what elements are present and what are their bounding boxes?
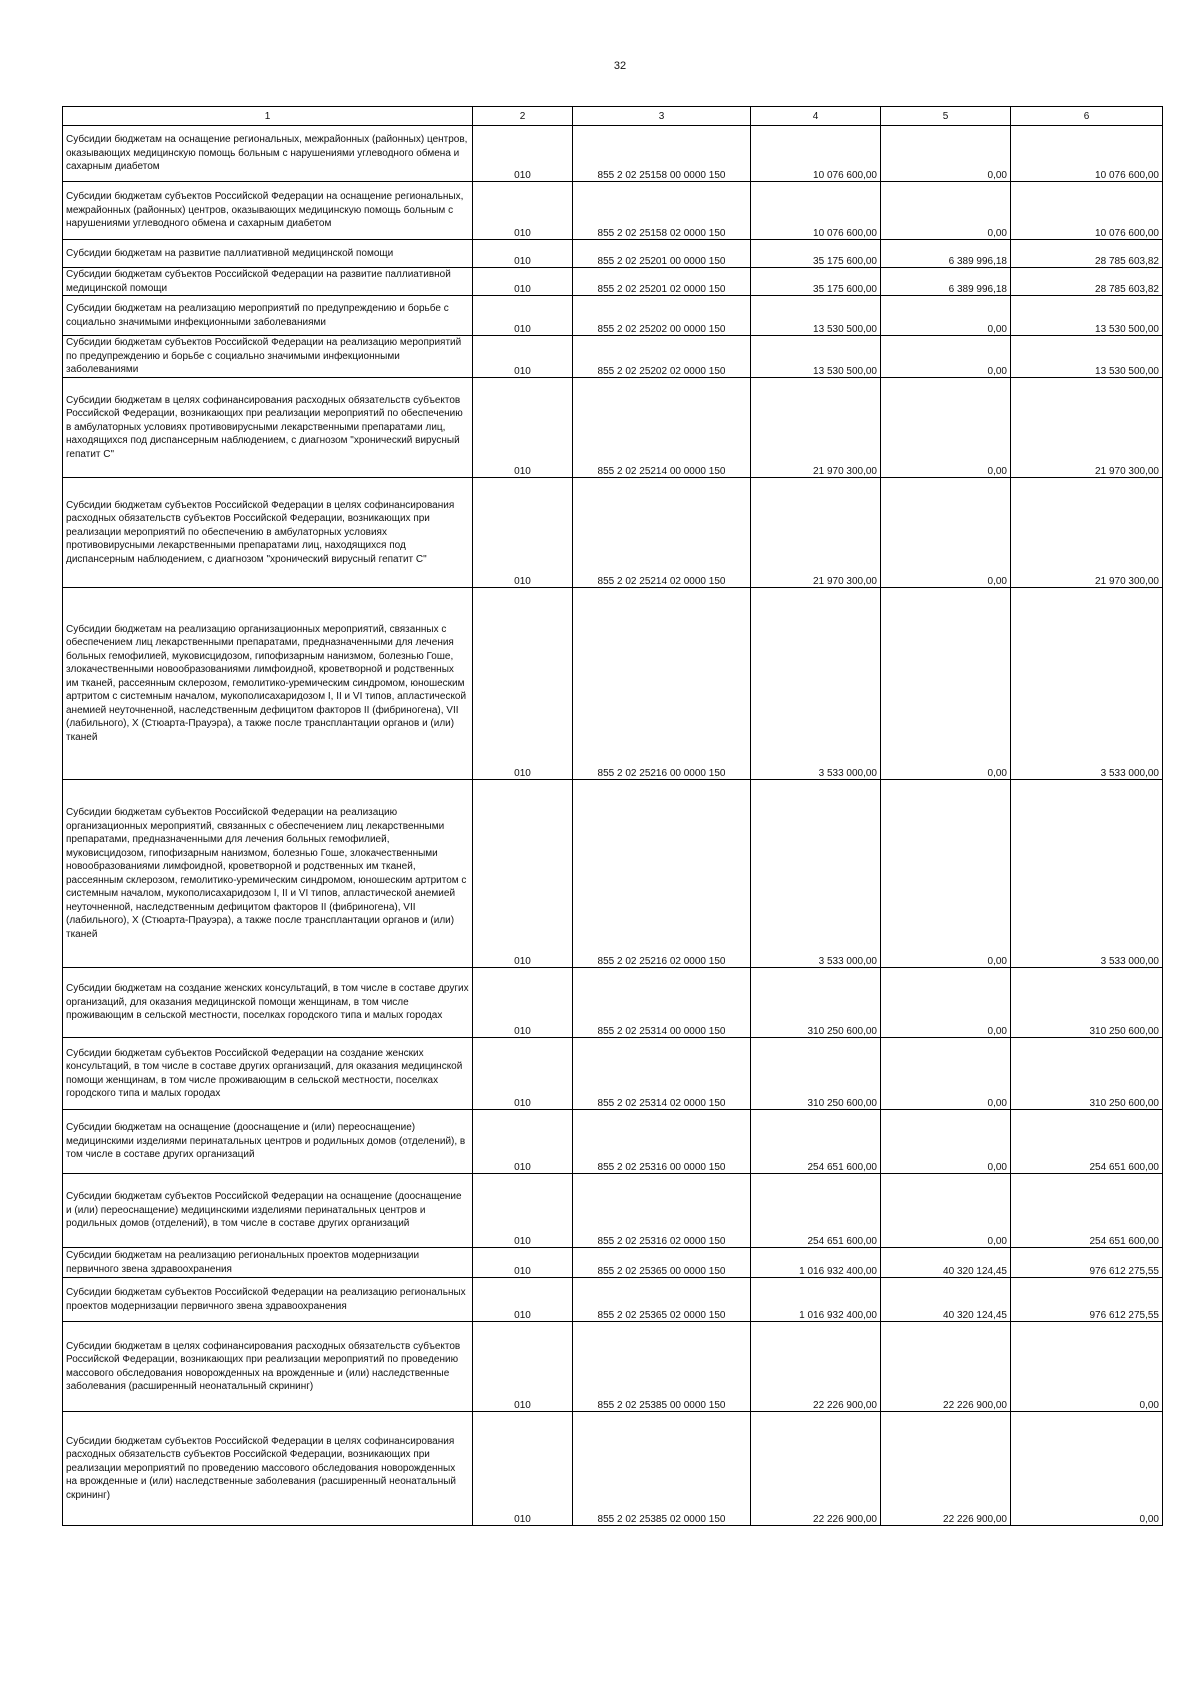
table-row [63, 1278, 1163, 1322]
col-header-4: 4 [751, 107, 881, 126]
row-budget-code: 855 2 02 25316 02 0000 150 [573, 1174, 751, 1248]
row-line-code: 010 [473, 1248, 573, 1278]
row-description: Субсидии бюджетам на оснащение (дооснащение и (или) переоснащение) медицинскими изделиями перинатальных центров и родильных домов (отделений), в том числе в составе других организаций [63, 1110, 473, 1174]
row-description: Субсидии бюджетам на создание женских консультаций, в том числе в составе других организаций, для оказания медицинской помощи женщинам, в том числе проживающим в сельской местности, поселках городского типа и малых городах [63, 968, 473, 1038]
row-unexecuted-amount: 3 533 000,00 [1011, 588, 1163, 780]
row-unexecuted-amount: 28 785 603,82 [1011, 268, 1163, 296]
row-budget-code: 855 2 02 25202 00 0000 150 [573, 296, 751, 336]
row-unexecuted-amount: 0,00 [1011, 1412, 1163, 1526]
row-description: Субсидии бюджетам субъектов Российской Федерации на оснащение (дооснащение и (или) переоснащение) медицинскими изделиями перинатальных центров и родильных домов (отделений), в том числе в составе других организаций [63, 1174, 473, 1248]
row-executed-amount: 0,00 [881, 780, 1011, 968]
row-budget-code: 855 2 02 25216 00 0000 150 [573, 588, 751, 780]
row-description: Субсидии бюджетам на развитие паллиативной медицинской помощи [63, 240, 473, 268]
row-executed-amount: 0,00 [881, 1174, 1011, 1248]
row-executed-amount: 0,00 [881, 588, 1011, 780]
row-executed-amount: 0,00 [881, 478, 1011, 588]
row-budget-code: 855 2 02 25385 02 0000 150 [573, 1412, 751, 1526]
table-row [63, 1322, 1163, 1412]
row-line-code: 010 [473, 268, 573, 296]
row-approved-amount: 13 530 500,00 [751, 336, 881, 378]
row-line-code: 010 [473, 1110, 573, 1174]
row-executed-amount: 6 389 996,18 [881, 268, 1011, 296]
row-unexecuted-amount: 254 651 600,00 [1011, 1110, 1163, 1174]
row-executed-amount: 40 320 124,45 [881, 1248, 1011, 1278]
table-row [63, 182, 1163, 240]
row-unexecuted-amount: 976 612 275,55 [1011, 1278, 1163, 1322]
row-line-code: 010 [473, 1174, 573, 1248]
row-line-code: 010 [473, 1412, 573, 1526]
row-unexecuted-amount: 254 651 600,00 [1011, 1174, 1163, 1248]
row-approved-amount: 1 016 932 400,00 [751, 1278, 881, 1322]
row-budget-code: 855 2 02 25202 02 0000 150 [573, 336, 751, 378]
row-line-code: 010 [473, 296, 573, 336]
row-unexecuted-amount: 13 530 500,00 [1011, 336, 1163, 378]
row-line-code: 010 [473, 182, 573, 240]
row-approved-amount: 10 076 600,00 [751, 126, 881, 182]
row-executed-amount: 0,00 [881, 182, 1011, 240]
table-row [63, 378, 1163, 478]
row-description: Субсидии бюджетам субъектов Российской Федерации на реализацию региональных проектов модернизации первичного звена здравоохранения [63, 1278, 473, 1322]
row-line-code: 010 [473, 1278, 573, 1322]
row-unexecuted-amount: 3 533 000,00 [1011, 780, 1163, 968]
row-budget-code: 855 2 02 25365 00 0000 150 [573, 1248, 751, 1278]
row-budget-code: 855 2 02 25158 02 0000 150 [573, 182, 751, 240]
row-unexecuted-amount: 13 530 500,00 [1011, 296, 1163, 336]
table-row [63, 588, 1163, 780]
row-approved-amount: 310 250 600,00 [751, 968, 881, 1038]
row-budget-code: 855 2 02 25158 00 0000 150 [573, 126, 751, 182]
row-description: Субсидии бюджетам в целях софинансирования расходных обязательств субъектов Российской Федерации, возникающих при реализации мероприятий по проведению массового обследования новорожденных на врожденные и (или) наследственные заболевания (расширенный неонатальный скрининг) [63, 1322, 473, 1412]
row-approved-amount: 1 016 932 400,00 [751, 1248, 881, 1278]
table-row [63, 1174, 1163, 1248]
row-executed-amount: 0,00 [881, 296, 1011, 336]
table-row [63, 1412, 1163, 1526]
row-unexecuted-amount: 28 785 603,82 [1011, 240, 1163, 268]
row-unexecuted-amount: 976 612 275,55 [1011, 1248, 1163, 1278]
table-row [63, 268, 1163, 296]
col-header-1: 1 [63, 107, 473, 126]
row-budget-code: 855 2 02 25201 02 0000 150 [573, 268, 751, 296]
row-approved-amount: 21 970 300,00 [751, 378, 881, 478]
row-approved-amount: 3 533 000,00 [751, 780, 881, 968]
row-line-code: 010 [473, 240, 573, 268]
row-unexecuted-amount: 10 076 600,00 [1011, 182, 1163, 240]
row-line-code: 010 [473, 378, 573, 478]
header-row [63, 107, 1163, 126]
row-line-code: 010 [473, 478, 573, 588]
row-line-code: 010 [473, 126, 573, 182]
row-description: Субсидии бюджетам на оснащение региональных, межрайонных (районных) центров, оказывающих медицинскую помощь больным с нарушениями углеводного обмена и сахарным диабетом [63, 126, 473, 182]
row-budget-code: 855 2 02 25201 00 0000 150 [573, 240, 751, 268]
table-row [63, 478, 1163, 588]
row-approved-amount: 13 530 500,00 [751, 296, 881, 336]
row-executed-amount: 0,00 [881, 378, 1011, 478]
row-approved-amount: 310 250 600,00 [751, 1038, 881, 1110]
row-approved-amount: 254 651 600,00 [751, 1110, 881, 1174]
row-description: Субсидии бюджетам на реализацию мероприятий по предупреждению и борьбе с социально значимыми инфекционными заболеваниями [63, 296, 473, 336]
row-description: Субсидии бюджетам субъектов Российской Федерации на реализацию мероприятий по предупреждению и борьбе с социально значимыми инфекционными заболеваниями [63, 336, 473, 378]
row-approved-amount: 21 970 300,00 [751, 478, 881, 588]
table-row [63, 1110, 1163, 1174]
row-approved-amount: 22 226 900,00 [751, 1322, 881, 1412]
row-budget-code: 855 2 02 25385 00 0000 150 [573, 1322, 751, 1412]
row-executed-amount: 6 389 996,18 [881, 240, 1011, 268]
table-row [63, 968, 1163, 1038]
table-row [63, 296, 1163, 336]
row-approved-amount: 35 175 600,00 [751, 240, 881, 268]
row-executed-amount: 0,00 [881, 336, 1011, 378]
row-line-code: 010 [473, 968, 573, 1038]
row-description: Субсидии бюджетам субъектов Российской Федерации в целях софинансирования расходных обязательств субъектов Российской Федерации, возникающих при реализации мероприятий по обеспечению в амбулаторных условиях противовирусными лекарственными препаратами лиц, находящихся под диспансерным наблюдением, с диагнозом "хронический вирусный гепатит С" [63, 478, 473, 588]
row-executed-amount: 0,00 [881, 126, 1011, 182]
row-budget-code: 855 2 02 25214 02 0000 150 [573, 478, 751, 588]
row-approved-amount: 3 533 000,00 [751, 588, 881, 780]
table-row [63, 240, 1163, 268]
row-budget-code: 855 2 02 25214 00 0000 150 [573, 378, 751, 478]
col-header-6: 6 [1011, 107, 1163, 126]
row-approved-amount: 22 226 900,00 [751, 1412, 881, 1526]
row-approved-amount: 254 651 600,00 [751, 1174, 881, 1248]
row-unexecuted-amount: 21 970 300,00 [1011, 478, 1163, 588]
row-description: Субсидии бюджетам субъектов Российской Федерации на создание женских консультаций, в том числе в составе других организаций, для оказания медицинской помощи женщинам, в том числе проживающим в сельской местности, поселках городского типа и малых городах [63, 1038, 473, 1110]
row-approved-amount: 10 076 600,00 [751, 182, 881, 240]
row-unexecuted-amount: 310 250 600,00 [1011, 1038, 1163, 1110]
budget-table [62, 106, 1163, 1526]
row-executed-amount: 22 226 900,00 [881, 1322, 1011, 1412]
row-budget-code: 855 2 02 25365 02 0000 150 [573, 1278, 751, 1322]
row-executed-amount: 40 320 124,45 [881, 1278, 1011, 1322]
row-description: Субсидии бюджетам субъектов Российской Федерации на развитие паллиативной медицинской помощи [63, 268, 473, 296]
table-row [63, 1038, 1163, 1110]
col-header-2: 2 [473, 107, 573, 126]
row-description: Субсидии бюджетам на реализацию региональных проектов модернизации первичного звена здравоохранения [63, 1248, 473, 1278]
row-description: Субсидии бюджетам в целях софинансирования расходных обязательств субъектов Российской Федерации, возникающих при реализации мероприятий по обеспечению в амбулаторных условиях противовирусными лекарственными препаратами лиц, находящихся под диспансерным наблюдением, с диагнозом "хронический вирусный гепатит С" [63, 378, 473, 478]
row-unexecuted-amount: 310 250 600,00 [1011, 968, 1163, 1038]
row-description: Субсидии бюджетам субъектов Российской Федерации на реализацию организационных мероприятий, связанных с обеспечением лиц лекарственными препаратами, предназначенными для лечения больных гемофилией, муковисцидозом, гипофизарным нанизмом, болезнью Гоше, злокачественными новообразованиями лимфоидной, кроветворной и родственных им тканей, рассеянным склерозом, гемолитико-уремическим синдромом, юношеским артритом с системным началом, мукополисахаридозом I, II и VI типов, апластической анемией неуточненной, наследственным дефицитом факторов II (фибриногена), VII (лабильного), X (Стюарта-Прауэра), а также после трансплантации органов и (или) тканей [63, 780, 473, 968]
row-budget-code: 855 2 02 25314 00 0000 150 [573, 968, 751, 1038]
table-row [63, 1248, 1163, 1278]
row-line-code: 010 [473, 336, 573, 378]
table-row [63, 780, 1163, 968]
col-header-3: 3 [573, 107, 751, 126]
row-line-code: 010 [473, 1322, 573, 1412]
row-unexecuted-amount: 10 076 600,00 [1011, 126, 1163, 182]
table-row [63, 126, 1163, 182]
table-body [63, 126, 1163, 1526]
row-executed-amount: 0,00 [881, 1038, 1011, 1110]
row-approved-amount: 35 175 600,00 [751, 268, 881, 296]
row-description: Субсидии бюджетам на реализацию организационных мероприятий, связанных с обеспечением лиц лекарственными препаратами, предназначенными для лечения больных гемофилией, муковисцидозом, гипофизарным нанизмом, болезнью Гоше, злокачественными новообразованиями лимфоидной, кроветворной и родственных им тканей, рассеянным склерозом, гемолитико-уремическим синдромом, юношеским артритом с системным началом, мукополисахаридозом I, II и VI типов, апластической анемией неуточненной, наследственным дефицитом факторов II (фибриногена), VII (лабильного), X (Стюарта-Прауэра), а также после трансплантации органов и (или) тканей [63, 588, 473, 780]
row-executed-amount: 0,00 [881, 968, 1011, 1038]
row-budget-code: 855 2 02 25314 02 0000 150 [573, 1038, 751, 1110]
row-line-code: 010 [473, 1038, 573, 1110]
row-budget-code: 855 2 02 25216 02 0000 150 [573, 780, 751, 968]
row-line-code: 010 [473, 780, 573, 968]
row-unexecuted-amount: 0,00 [1011, 1322, 1163, 1412]
row-description: Субсидии бюджетам субъектов Российской Федерации в целях софинансирования расходных обязательств субъектов Российской Федерации, возникающих при реализации мероприятий по проведению массового обследования новорожденных на врожденные и (или) наследственные заболевания (расширенный неонатальный скрининг) [63, 1412, 473, 1526]
page-number: 32 [613, 60, 627, 72]
row-description: Субсидии бюджетам субъектов Российской Федерации на оснащение региональных, межрайонных (районных) центров, оказывающих медицинскую помощь больным с нарушениями углеводного обмена и сахарным диабетом [63, 182, 473, 240]
row-unexecuted-amount: 21 970 300,00 [1011, 378, 1163, 478]
col-header-5: 5 [881, 107, 1011, 126]
row-budget-code: 855 2 02 25316 00 0000 150 [573, 1110, 751, 1174]
row-executed-amount: 22 226 900,00 [881, 1412, 1011, 1526]
table-row [63, 336, 1163, 378]
row-executed-amount: 0,00 [881, 1110, 1011, 1174]
row-line-code: 010 [473, 588, 573, 780]
